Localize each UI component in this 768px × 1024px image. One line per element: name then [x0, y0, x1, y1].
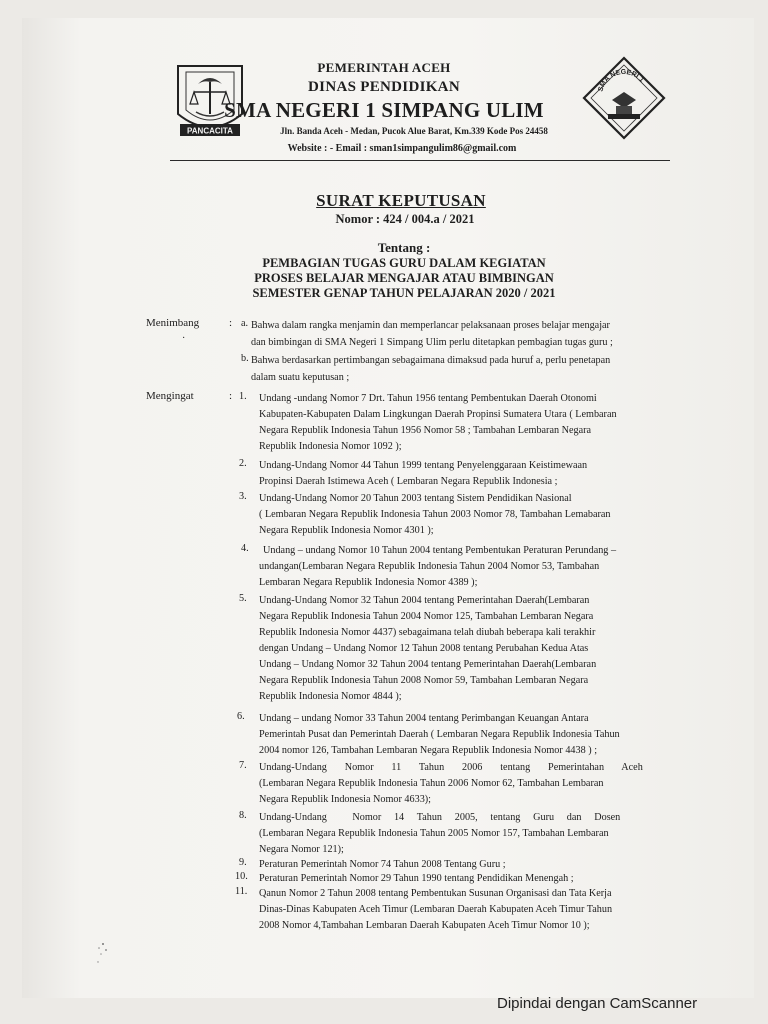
mengingat-item-line: dengan Undang – Undang Nomor 12 Tahun 2008 tentang Perubahan Kedua Atas: [259, 643, 589, 654]
document-number: Nomor : 424 / 004.a / 2021: [335, 212, 475, 226]
mengingat-item-line: Undang-Undang Nomor 44 Tahun 1999 tentang Penyelenggaraan Keistimewaan: [259, 460, 588, 471]
mengingat-item-line: Kabupaten-Kabupaten Dalam Lingkungan Daerah Propinsi Sumatera Utara ( Lembaran: [259, 409, 617, 420]
pancacita-emblem-label: PANCACITA: [187, 126, 233, 136]
mengingat-item-line: Undang-Undang Nomor 11 Tahun 2006 tentang Pemerintahan Aceh: [259, 762, 643, 773]
mengingat-item-line: Negara Republik Indonesia Tahun 2004 Nomor 125, Tambahan Lembaran Negara: [259, 611, 594, 622]
mengingat-item-number: 7.: [239, 760, 247, 771]
mengingat-item-line: ( Lembaran Negara Republik Indonesia Tahun 2003 Nomor 78, Tambahan Lemabaran: [259, 509, 611, 520]
letterhead-address: Jln. Banda Aceh - Medan, Pucok Alue Barat, Km.339 Kode Pos 24458: [280, 126, 548, 136]
stray-dot: ·: [182, 333, 186, 344]
mengingat-item-line: Negara Republik Indonesia Nomor 4301 );: [259, 525, 434, 536]
menimbang-item-line: dalam suatu keputusan ;: [251, 372, 350, 383]
mengingat-item-line: Undang-Undang Nomor 14 Tahun 2005, tentang Guru dan Dosen: [259, 812, 621, 823]
mengingat-item-line: Undang – Undang Nomor 32 Tahun 2004 tentang Pemerintahan Daerah(Lembaran: [259, 659, 597, 670]
mengingat-item-number: 8.: [239, 810, 247, 821]
letterhead-divider: [170, 160, 670, 161]
menimbang-colon: :: [229, 317, 233, 329]
mengingat-item-number: 9.: [239, 857, 247, 868]
mengingat-item-number: 1.: [239, 391, 247, 402]
menimbang-item-number: b.: [241, 353, 249, 364]
mengingat-item-line: Dinas-Dinas Kabupaten Aceh Timur (Lembaran Daerah Kabupaten Aceh Timur Tahun: [259, 904, 613, 915]
mengingat-item-number: 5.: [239, 593, 247, 604]
document-subject-line: SEMESTER GENAP TAHUN PELAJARAN 2020 / 2021: [252, 286, 556, 300]
mengingat-item-line: undangan(Lembaran Negara Republik Indonesia Tahun 2004 Nomor 53, Tambahan: [259, 561, 600, 572]
letterhead-school-name: SMA NEGERI 1 SIMPANG ULIM: [224, 98, 544, 122]
mengingat-item-line: Negara Republik Indonesia Tahun 1956 Nomor 58 ; Tambahan Lembaran Negara: [259, 425, 592, 436]
mengingat-item-line: Undang-Undang Nomor 32 Tahun 2004 tentang Pemerintahan Daerah(Lembaran: [259, 595, 590, 606]
mengingat-item-line: Lembaran Negara Republik Indonesia Nomor 4389 );: [259, 577, 478, 588]
document-subject-line: PROSES BELAJAR MENGAJAR ATAU BIMBINGAN: [254, 271, 554, 285]
mengingat-item-number: 4.: [241, 543, 249, 554]
mengingat-item-line: Republik Indonesia Nomor 1092 );: [259, 441, 402, 452]
document-subject-line: PEMBAGIAN TUGAS GURU DALAM KEGIATAN: [262, 256, 546, 270]
mengingat-item-number: 6.: [237, 711, 245, 722]
menimbang-item-line: dan bimbingan di SMA Negeri 1 Simpang Ulim perlu ditetapkan pembagian tugas guru ;: [251, 337, 613, 348]
camscanner-watermark: Dipindai dengan CamScanner: [497, 995, 698, 1012]
mengingat-item-number: 11.: [235, 886, 248, 897]
mengingat-item-line: Undang – undang Nomor 33 Tahun 2004 tentang Perimbangan Keuangan Antara: [259, 713, 589, 724]
document-about-label: Tentang :: [377, 240, 431, 255]
mengingat-item-line: Republik Indonesia Nomor 4844 );: [259, 691, 402, 702]
mengingat-item-number: 2.: [239, 458, 247, 469]
mengingat-item-line: Pemerintah Pusat dan Pemerintah Daerah ( Lembaran Negara Republik Indonesia Tahun: [259, 729, 620, 740]
menimbang-label: Menimbang: [146, 317, 200, 329]
mengingat-colon: :: [229, 390, 233, 402]
document-title: SURAT KEPUTUSAN: [316, 191, 486, 210]
mengingat-item-line: (Lembaran Negara Republik Indonesia Tahun 2006 Nomor 62, Tambahan Lembaran: [259, 778, 604, 789]
mengingat-item-number: 10.: [235, 871, 248, 882]
mengingat-item-number: 3.: [239, 491, 247, 502]
mengingat-label: Mengingat: [146, 390, 194, 402]
mengingat-item-line: Undang-Undang Nomor 20 Tahun 2003 tentang Sistem Pendidikan Nasional: [259, 493, 572, 504]
letterhead-contact: Website : - Email : sman1simpangulim86@gmail.com: [287, 143, 517, 154]
mengingat-item-line: Negara Nomor 121);: [259, 844, 344, 855]
letterhead-department: DINAS PENDIDIKAN: [308, 79, 460, 95]
mengingat-item-line: Propinsi Daerah Istimewa Aceh ( Lembaran Negara Republik Indonesia ;: [259, 476, 558, 487]
menimbang-item-number: a.: [241, 318, 249, 329]
mengingat-item-line: (Lembaran Negara Republik Indonesia Tahun 2005 Nomor 157, Tambahan Lembaran: [259, 828, 609, 839]
mengingat-item-line: 2008 Nomor 4,Tambahan Lembaran Daerah Kabupaten Aceh Timur Nomor 10 );: [259, 920, 590, 931]
mengingat-item-line: Peraturan Pemerintah Nomor 74 Tahun 2008 Tentang Guru ;: [259, 859, 506, 870]
mengingat-item-line: Negara Republik Indonesia Tahun 2008 Nomor 59, Tambahan Lembaran Negara: [259, 675, 589, 686]
menimbang-item-line: Bahwa berdasarkan pertimbangan sebagaimana dimaksud pada huruf a, perlu penetapan: [251, 355, 611, 366]
mengingat-item-line: Republik Indonesia Nomor 4437) sebagaimana telah diubah beberapa kali terakhir: [259, 627, 596, 638]
mengingat-item-line: Undang – undang Nomor 10 Tahun 2004 tentang Pembentukan Peraturan Perundang –: [263, 545, 617, 556]
school-emblem-text: SMA NEGERI 1: [597, 68, 646, 93]
mengingat-item-line: 2004 nomor 126, Tambahan Lembaran Negara Republik Indonesia Nomor 4438 ) ;: [259, 745, 598, 756]
scan-smudge: [94, 938, 112, 968]
letterhead-government: PEMERINTAH ACEH: [317, 60, 451, 75]
menimbang-item-line: Bahwa dalam rangka menjamin dan memperlancar pelaksanaan proses belajar mengajar: [251, 320, 610, 331]
mengingat-item-line: Negara Republik Indonesia Nomor 4633);: [259, 794, 432, 805]
mengingat-item-line: Undang -undang Nomor 7 Drt. Tahun 1956 tentang Pembentukan Daerah Otonomi: [259, 393, 597, 404]
mengingat-item-line: Qanun Nomor 2 Tahun 2008 tentang Pembentukan Susunan Organisasi dan Tata Kerja: [259, 888, 612, 899]
mengingat-item-line: Peraturan Pemerintah Nomor 29 Tahun 1990 tentang Pendidikan Menengah ;: [259, 873, 574, 884]
